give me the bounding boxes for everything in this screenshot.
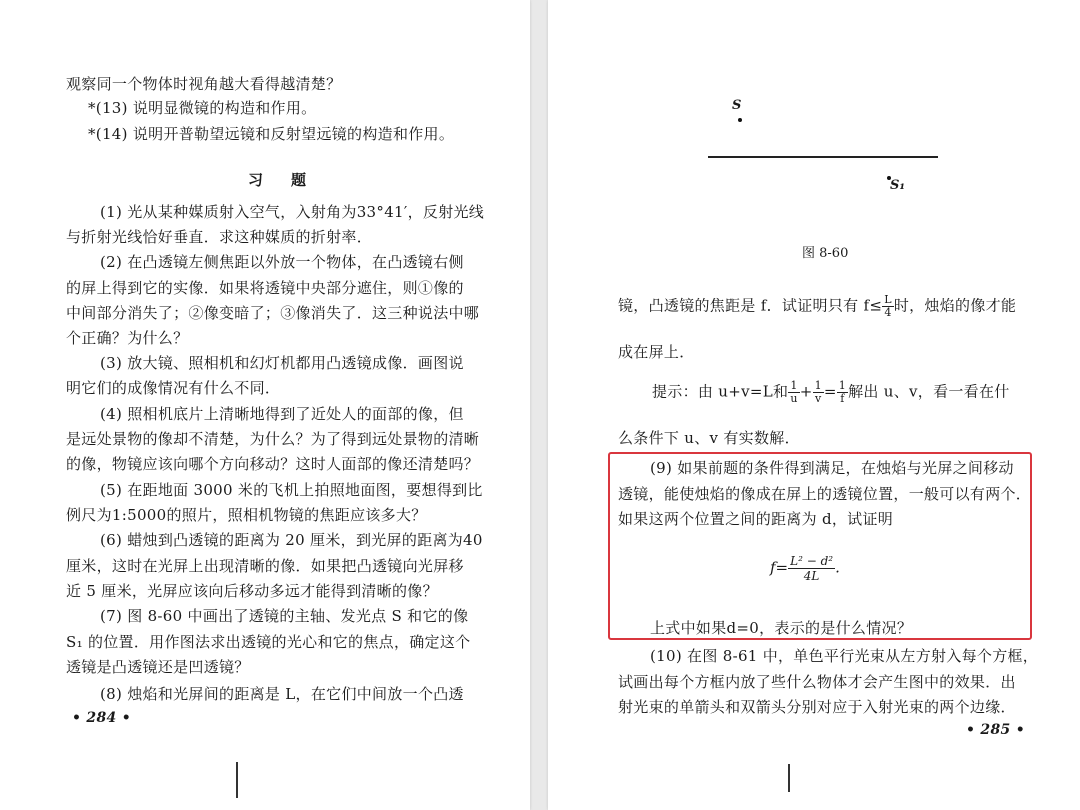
text-line: 是远处景物的像却不清楚，为什么？为了得到远处景物的清晰 [66, 430, 480, 448]
fraction-numerator: L [884, 293, 892, 306]
page-number: • 284 • [72, 710, 131, 726]
text-line: 透镜是凸透镜还是凹透镜？ [66, 658, 250, 676]
fraction-numerator: 1 [788, 380, 799, 393]
formula [770, 554, 840, 583]
text-line: (4) 照相机底片上清晰地得到了近处人的面部的像，但 [100, 405, 464, 423]
point-label-s1: S₁ [890, 178, 906, 193]
text-line: 上式中如果d=0，表示的是什么情况？ [650, 619, 913, 637]
text-span: 时，烛焰的像才能 [893, 296, 1017, 315]
text-line: (2) 在凸透镜左侧焦距以外放一个物体，在凸透镜右侧 [100, 253, 464, 271]
text-span: 提示：由 u+v=L和 [652, 382, 789, 401]
fraction-denominator: u [790, 392, 798, 405]
right-page [548, 0, 1080, 810]
fraction [813, 380, 824, 405]
fraction-denominator: 4L [803, 569, 820, 583]
text-span: = [823, 382, 837, 401]
text-line: 射光束的单箭头和双箭头分别对应于入射光束的两个边缘． [618, 698, 1016, 716]
point-label-s: S [732, 98, 742, 113]
text-line: (6) 蜡烛到凸透镜的距离为 20 厘米，到光屏的距离为40 [100, 531, 483, 549]
point-s [738, 118, 742, 122]
figure-caption: 图 8-60 [802, 246, 849, 261]
text-line: 么条件下 u、v 有实数解． [618, 429, 800, 447]
left-page [0, 0, 530, 810]
text-line: 中间部分消失了；②像变暗了；③像消失了．这三种说法中哪 [66, 304, 480, 322]
text-line: 透镜，能使烛焰的像成在屏上的透镜位置，一般可以有两个． [618, 485, 1032, 503]
text-line: (8) 烛焰和光屏间的距离是 L，在它们中间放一个凸透 [100, 685, 464, 703]
fraction-denominator: 4 [884, 306, 892, 319]
hint-line [652, 380, 1010, 405]
text-line: 试画出每个方框内放了些什么物体才会产生图中的效果．出 [618, 673, 1016, 691]
text-line: 近 5 厘米，光屏应该向后移动多远才能得到清晰的像？ [66, 582, 438, 600]
fraction-denominator: v [814, 392, 822, 405]
text-span: 解出 u、v，看一看在什 [848, 382, 1010, 401]
text-line: (5) 在距地面 3000 米的飞机上拍照地面图，要想得到比 [100, 481, 483, 499]
fraction-numerator: 1 [838, 379, 847, 392]
text-line [618, 294, 1016, 319]
text-line: (1) 光从某种媒质射入空气，入射角为33°41′，反射光线 [100, 203, 485, 221]
text-line: 如果这两个位置之间的距离为 d，试证明 [618, 510, 894, 528]
page-number: • 285 • [966, 722, 1025, 738]
formula-lhs: f= [770, 558, 789, 577]
fraction-numerator: L² − d² [790, 554, 834, 568]
fraction-numerator: 1 [814, 379, 822, 392]
section-heading: 习题 [248, 171, 335, 189]
text-line: 例尺为1:5000的照片，照相机物镜的焦距应该多大？ [66, 506, 427, 524]
fraction [837, 380, 848, 405]
text-line: (7) 图 8-60 中画出了透镜的主轴、发光点 S 和它的像 [100, 607, 469, 625]
formula-end: . [835, 558, 840, 577]
fraction [882, 294, 894, 319]
text-line: 个正确？为什么？ [66, 329, 189, 347]
fraction-denominator: f [840, 392, 845, 405]
text-line: *(13) 说明显微镜的构造和作用。 [88, 99, 317, 117]
text-line: 的屏上得到它的实像．如果将透镜中央部分遮住，则①像的 [66, 279, 464, 297]
text-line: *(14) 说明开普勒望远镜和反射望远镜的构造和作用。 [88, 125, 455, 143]
text-line: 成在屏上． [618, 343, 695, 361]
page-edge-mark [788, 764, 790, 792]
text-line: S₁ 的位置．用作图法求出透镜的光心和它的焦点，确定这个 [66, 633, 471, 651]
text-line: 与折射光线恰好垂直．求这种媒质的折射率． [66, 228, 373, 246]
text-line: (10) 在图 8-61 中，单色平行光束从左方射入每个方框， [650, 647, 1039, 665]
text-line: 明它们的成像情况有什么不同． [66, 379, 281, 397]
text-line: 的像，物镜应该向哪个方向移动？这时人面部的像还清楚吗？ [66, 455, 480, 473]
text-line: (3) 放大镜、照相机和幻灯机都用凸透镜成像．画图说 [100, 354, 464, 372]
text-line: 观察同一个物体时视角越大看得越清楚？ [66, 75, 342, 93]
text-line: 厘米，这时在光屏上出现清晰的像．如果把凸透镜向光屏移 [66, 557, 464, 575]
page-edge-mark [236, 762, 238, 798]
fraction [788, 554, 835, 583]
highlight-box [608, 452, 1032, 640]
fraction [788, 380, 799, 405]
text-span: + [799, 382, 813, 401]
principal-axis [708, 156, 938, 158]
text-line: (9) 如果前题的条件得到满足，在烛焰与光屏之间移动 [650, 459, 1014, 477]
text-span: 镜，凸透镜的焦距是 f．试证明只有 f≤ [618, 296, 883, 315]
